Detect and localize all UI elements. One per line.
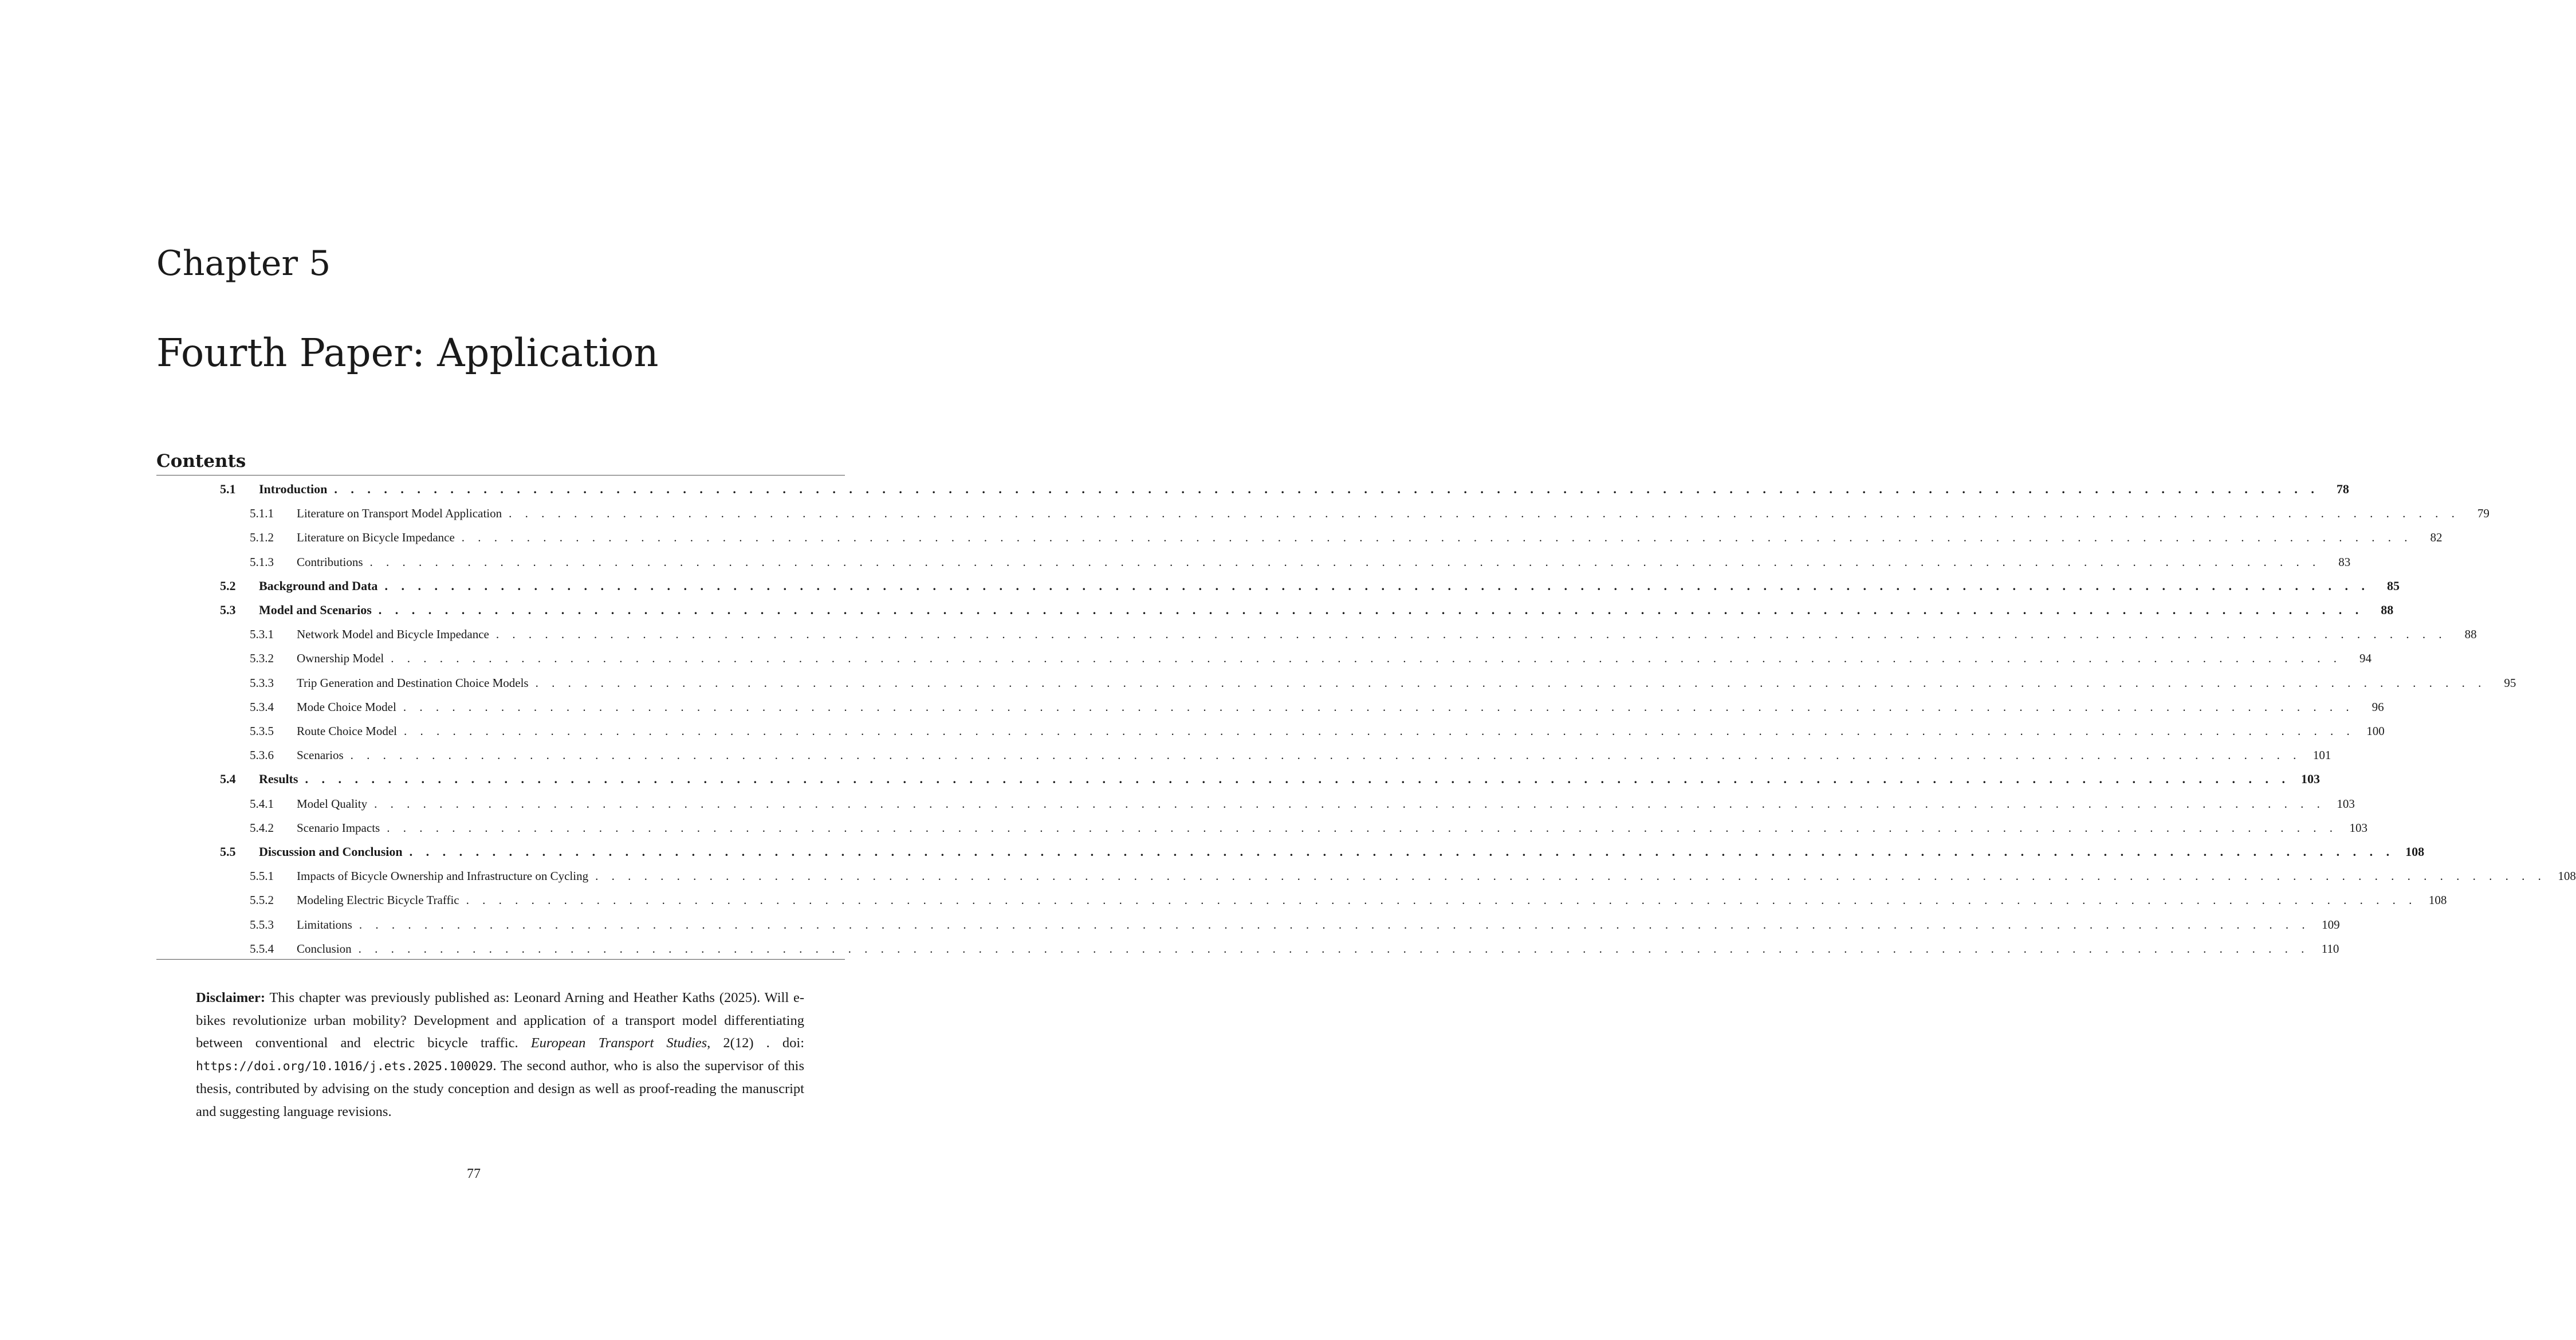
toc-dot-leader: . . . . . . . . . . . . . . . . . . . . . . . . . . . . . . . . . . . . . . . . . . . . . . . . . . . . . . . . . . . . . . . . . . . . . . . . . . . . . . . . . . . . . . . . . . . . . . . . . . . . . . . . . . . . . . . . . . . . . . . . [595, 869, 2546, 883]
toc-entry-number: 5.5.1 [250, 869, 274, 883]
toc-entry-title: Literature on Transport Model Application [297, 506, 502, 521]
disclaimer-text-continued: . The second author, who is also the supervisor of this thesis, contributed by advising on the study conception and design as well as proof-reading the manuscript and suggesting language revisions. [196, 1058, 804, 1119]
toc-entry-page: 110 [2321, 941, 2339, 956]
toc-entry-page: 83 [2338, 555, 2351, 569]
toc-dot-leader: . . . . . . . . . . . . . . . . . . . . . . . . . . . . . . . . . . . . . . . . . . . . . . . . . . . . . . . . . . . . . . . . . . . . . . . . . . . . . . . . . . . . . . . . . . . . . . . . . . . . . . . . . . . . . . . . . . . . . . . . [350, 748, 2302, 763]
toc-dot-leader: . . . . . . . . . . . . . . . . . . . . . . . . . . . . . . . . . . . . . . . . . . . . . . . . . . . . . . . . . . . . . . . . . . . . . . . . . . . . . . . . . . . . . . . . . . . . . . . . . . . . . . . . . . . . . . . . . . . . . . . . [409, 844, 2395, 859]
toc-entry-number: 5.3.3 [250, 675, 274, 690]
chapter-label: Chapter 5 [156, 243, 331, 284]
toc-entry-5-5-3[interactable] [250, 916, 2340, 933]
toc-dot-leader: . . . . . . . . . . . . . . . . . . . . . . . . . . . . . . . . . . . . . . . . . . . . . . . . . . . . . . . . . . . . . . . . . . . . . . . . . . . . . . . . . . . . . . . . . . . . . . . . . . . . . . . . . . . . . . . . . . . . . . . . [358, 941, 2310, 956]
toc-entry-number: 5.2 [220, 578, 236, 593]
toc-dot-leader: . . . . . . . . . . . . . . . . . . . . . . . . . . . . . . . . . . . . . . . . . . . . . . . . . . . . . . . . . . . . . . . . . . . . . . . . . . . . . . . . . . . . . . . . . . . . . . . . . . . . . . . . . . . . . . . . . . . . . . . . [509, 506, 2460, 521]
toc-entry-page: 78 [2336, 482, 2349, 496]
toc-dot-leader: . . . . . . . . . . . . . . . . . . . . . . . . . . . . . . . . . . . . . . . . . . . . . . . . . . . . . . . . . . . . . . . . . . . . . . . . . . . . . . . . . . . . . . . . . . . . . . . . . . . . . . . . . . . . . . . . . . . . . . . . [387, 820, 2338, 835]
toc-entry-title: Contributions [297, 555, 363, 569]
toc-entry-title: Discussion and Conclusion [259, 844, 403, 859]
toc-entry-5-5-1[interactable] [250, 867, 2576, 885]
doi-link[interactable]: https://doi.org/10.1016/j.ets.2025.100029 [196, 1059, 493, 1073]
toc-entry-number: 5.4.1 [250, 796, 274, 811]
toc-entry-number: 5.1.1 [250, 506, 274, 521]
toc-dot-leader: . . . . . . . . . . . . . . . . . . . . . . . . . . . . . . . . . . . . . . . . . . . . . . . . . . . . . . . . . . . . . . . . . . . . . . . . . . . . . . . . . . . . . . . . . . . . . . . . . . . . . . . . . . . . . . . . . . . . . . . . [334, 482, 2319, 496]
toc-entry-number: 5.5.3 [250, 917, 274, 932]
toc-entry-5-5-4[interactable] [250, 940, 2339, 957]
toc-entry-title: Network Model and Bicycle Impedance [297, 627, 489, 642]
toc-entry-5-2[interactable] [220, 577, 2400, 595]
toc-dot-leader: . . . . . . . . . . . . . . . . . . . . . . . . . . . . . . . . . . . . . . . . . . . . . . . . . . . . . . . . . . . . . . . . . . . . . . . . . . . . . . . . . . . . . . . . . . . . . . . . . . . . . . . . . . . . . . . . . . . . . . . . [535, 675, 2487, 690]
toc-entry-page: 109 [2322, 917, 2340, 932]
toc-entry-title: Limitations [297, 917, 352, 932]
disclaimer-label: Disclaimer: [196, 990, 266, 1005]
chapter-title: Fourth Paper: Application [156, 331, 659, 375]
contents-bottom-rule [156, 959, 845, 960]
toc-entry-page: 82 [2430, 531, 2443, 545]
toc-entry-page: 103 [2349, 820, 2367, 835]
toc-entry-page: 96 [2372, 700, 2384, 714]
toc-entry-number: 5.3.2 [250, 651, 274, 666]
toc-entry-title: Scenarios [297, 748, 344, 763]
toc-entry-number: 5.1.2 [250, 531, 274, 545]
toc-entry-5-5-2[interactable] [250, 891, 2447, 909]
toc-entry-page: 100 [2366, 724, 2385, 738]
toc-entry-title: Literature on Bicycle Impedance [297, 531, 455, 545]
disclaimer-paragraph [196, 987, 804, 1123]
toc-entry-number: 5.5 [220, 844, 236, 859]
toc-entry-5-3-3[interactable] [250, 674, 2516, 691]
toc-entry-number: 5.1 [220, 482, 236, 496]
toc-dot-leader: . . . . . . . . . . . . . . . . . . . . . . . . . . . . . . . . . . . . . . . . . . . . . . . . . . . . . . . . . . . . . . . . . . . . . . . . . . . . . . . . . . . . . . . . . . . . . . . . . . . . . . . . . . . . . . . . . . . . . . . . [495, 627, 2447, 642]
toc-dot-leader: . . . . . . . . . . . . . . . . . . . . . . . . . . . . . . . . . . . . . . . . . . . . . . . . . . . . . . . . . . . . . . . . . . . . . . . . . . . . . . . . . . . . . . . . . . . . . . . . . . . . . . . . . . . . . . . . . . . . . . . . [374, 796, 2325, 811]
toc-entry-5-1-1[interactable] [250, 505, 2490, 522]
toc-entry-number: 5.1.3 [250, 555, 274, 569]
toc-entry-5-5[interactable] [220, 843, 2425, 860]
toc-entry-5-3-6[interactable] [250, 746, 2331, 764]
toc-dot-leader: . . . . . . . . . . . . . . . . . . . . . . . . . . . . . . . . . . . . . . . . . . . . . . . . . . . . . . . . . . . . . . . . . . . . . . . . . . . . . . . . . . . . . . . . . . . . . . . . . . . . . . . . . . . . . . . . . . . . . . . . [461, 531, 2413, 545]
toc-dot-leader: . . . . . . . . . . . . . . . . . . . . . . . . . . . . . . . . . . . . . . . . . . . . . . . . . . . . . . . . . . . . . . . . . . . . . . . . . . . . . . . . . . . . . . . . . . . . . . . . . . . . . . . . . . . . . . . . . . . . . . . . [359, 917, 2310, 932]
toc-entry-number: 5.5.2 [250, 893, 274, 907]
toc-entry-number: 5.3.4 [250, 700, 274, 714]
toc-entry-number: 5.4.2 [250, 820, 274, 835]
toc-entry-title: Background and Data [259, 578, 378, 593]
toc-entry-5-3-5[interactable] [250, 722, 2385, 740]
contents-heading: Contents [156, 451, 246, 471]
toc-dot-leader: . . . . . . . . . . . . . . . . . . . . . . . . . . . . . . . . . . . . . . . . . . . . . . . . . . . . . . . . . . . . . . . . . . . . . . . . . . . . . . . . . . . . . . . . . . . . . . . . . . . . . . . . . . . . . . . . . . . . . . . . [403, 724, 2355, 738]
toc-entry-number: 5.3.1 [250, 627, 274, 642]
toc-entry-number: 5.5.4 [250, 941, 274, 956]
toc-entry-5-3-1[interactable] [250, 626, 2477, 643]
journal-name: European Transport Studies [530, 1035, 707, 1051]
toc-entry-5-3[interactable] [220, 602, 2394, 619]
toc-entry-title: Conclusion [297, 941, 352, 956]
toc-entry-title: Ownership Model [297, 651, 384, 666]
toc-entry-number: 5.3 [220, 603, 236, 617]
toc-dot-leader: . . . . . . . . . . . . . . . . . . . . . . . . . . . . . . . . . . . . . . . . . . . . . . . . . . . . . . . . . . . . . . . . . . . . . . . . . . . . . . . . . . . . . . . . . . . . . . . . . . . . . . . . . . . . . . . . . . . . . . . . [305, 772, 2290, 787]
toc-entry-title: Scenario Impacts [297, 820, 380, 835]
toc-entry-5-3-2[interactable] [250, 650, 2372, 667]
disclaimer-text: This chapter was previously published as: Leonard Arning and Heather Kaths (2025). Will e-bikes revolutionize urban mobility? Development and application of a transport model differentiating between conventional and electric bicycle traffic. [196, 990, 804, 1051]
toc-entry-page: 88 [2464, 627, 2477, 642]
toc-dot-leader: . . . . . . . . . . . . . . . . . . . . . . . . . . . . . . . . . . . . . . . . . . . . . . . . . . . . . . . . . . . . . . . . . . . . . . . . . . . . . . . . . . . . . . . . . . . . . . . . . . . . . . . . . . . . . . . . . . . . . . . . [378, 603, 2364, 617]
page-number: 77 [467, 1166, 481, 1181]
toc-entry-page: 103 [2300, 772, 2320, 787]
toc-entry-title: Mode Choice Model [297, 700, 396, 714]
toc-entry-title: Model and Scenarios [259, 603, 372, 617]
toc-entry-page: 108 [2405, 844, 2425, 859]
toc-entry-page: 95 [2504, 675, 2516, 690]
toc-entry-5-1-2[interactable] [250, 529, 2443, 546]
toc-entry-5-3-4[interactable] [250, 698, 2384, 716]
toc-entry-title: Route Choice Model [297, 724, 397, 738]
toc-entry-title: Impacts of Bicycle Ownership and Infrastructure on Cycling [297, 869, 589, 883]
toc-dot-leader: . . . . . . . . . . . . . . . . . . . . . . . . . . . . . . . . . . . . . . . . . . . . . . . . . . . . . . . . . . . . . . . . . . . . . . . . . . . . . . . . . . . . . . . . . . . . . . . . . . . . . . . . . . . . . . . . . . . . . . . . [403, 700, 2354, 714]
toc-entry-title: Results [259, 772, 298, 787]
toc-dot-leader: . . . . . . . . . . . . . . . . . . . . . . . . . . . . . . . . . . . . . . . . . . . . . . . . . . . . . . . . . . . . . . . . . . . . . . . . . . . . . . . . . . . . . . . . . . . . . . . . . . . . . . . . . . . . . . . . . . . . . . . . [369, 555, 2321, 569]
toc-dot-leader: . . . . . . . . . . . . . . . . . . . . . . . . . . . . . . . . . . . . . . . . . . . . . . . . . . . . . . . . . . . . . . . . . . . . . . . . . . . . . . . . . . . . . . . . . . . . . . . . . . . . . . . . . . . . . . . . . . . . . . . . [391, 651, 2342, 666]
toc-entry-page: 108 [2558, 869, 2576, 883]
toc-dot-leader: . . . . . . . . . . . . . . . . . . . . . . . . . . . . . . . . . . . . . . . . . . . . . . . . . . . . . . . . . . . . . . . . . . . . . . . . . . . . . . . . . . . . . . . . . . . . . . . . . . . . . . . . . . . . . . . . . . . . . . . . [384, 578, 2370, 593]
toc-entry-page: 94 [2359, 651, 2372, 666]
toc-entry-title: Introduction [259, 482, 328, 496]
toc-entry-page: 88 [2381, 603, 2394, 617]
toc-entry-number: 5.3.6 [250, 748, 274, 763]
journal-volume: , 2(12) . doi: [707, 1035, 805, 1051]
toc-entry-5-1[interactable] [220, 481, 2349, 498]
contents-top-rule [156, 475, 845, 476]
toc-entry-page: 85 [2386, 578, 2400, 593]
toc-entry-page: 79 [2477, 506, 2490, 521]
toc-entry-number: 5.4 [220, 772, 236, 787]
toc-entry-5-4-1[interactable] [250, 795, 2355, 812]
toc-entry-title: Model Quality [297, 796, 368, 811]
toc-dot-leader: . . . . . . . . . . . . . . . . . . . . . . . . . . . . . . . . . . . . . . . . . . . . . . . . . . . . . . . . . . . . . . . . . . . . . . . . . . . . . . . . . . . . . . . . . . . . . . . . . . . . . . . . . . . . . . . . . . . . . . . . [466, 893, 2417, 907]
toc-entry-number: 5.3.5 [250, 724, 274, 738]
toc-entry-5-1-3[interactable] [250, 553, 2351, 571]
toc-entry-page: 101 [2312, 748, 2331, 763]
toc-entry-page: 103 [2337, 796, 2355, 811]
toc-entry-page: 108 [2428, 893, 2447, 907]
toc-entry-5-4-2[interactable] [250, 819, 2367, 836]
toc-entry-title: Modeling Electric Bicycle Traffic [297, 893, 459, 907]
toc-entry-5-4[interactable] [220, 771, 2320, 788]
toc-entry-title: Trip Generation and Destination Choice Models [297, 675, 529, 690]
